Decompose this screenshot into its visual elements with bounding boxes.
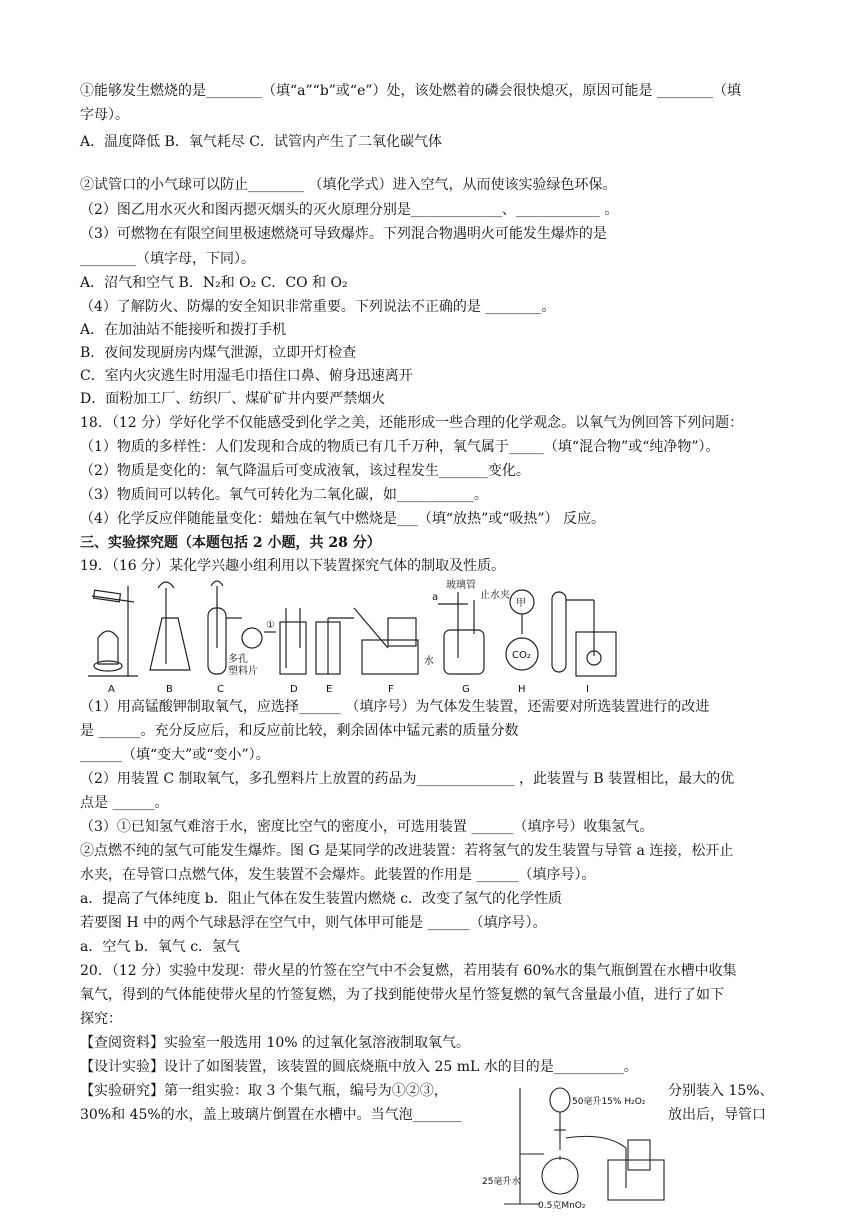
- label-water: 水: [424, 656, 434, 667]
- label-clamp: 止水夹: [480, 590, 510, 601]
- text-line: （2）图乙用水灭火和图丙摁灭烟头的灭火原理分别是_____________、____________ 。: [80, 202, 619, 218]
- text-line: 【设计实验】设计了如图装置，该装置的圆底烧瓶中放入 25 mL 水的目的是__________。: [80, 1059, 638, 1075]
- text-line: （4）化学反应伴随能量变化：蜡烛在氧气中燃烧是___（填“放热”或“吸热”） 反应。: [80, 511, 605, 527]
- text-line: 【查阅资料】实验室一般选用 10% 的过氧化氢溶液制取氧气。: [80, 1035, 471, 1051]
- text-line: （1）用高锰酸钾制取氧气，应选择______ （填序号）为气体发生装置，还需要对所选装置进行的改进: [80, 699, 710, 715]
- text-line: ________（填字母，下同）。: [80, 251, 255, 267]
- text-line: ______（填“变大”或“变小”）。: [80, 747, 270, 763]
- text-line: （4）了解防火、防爆的安全知识非常重要。下列说法不正确的是 ________。: [80, 299, 556, 315]
- text-line: （2）用装置 C 制取氧气，多孔塑料片上放置的药品为______________ ，此装置与 B 装置相比，最大的优: [80, 771, 735, 787]
- label-g: G: [462, 684, 470, 695]
- text-line: 30%和 45%的水，盖上玻璃片倒置在水槽中。当气泡_______: [80, 1107, 462, 1123]
- text-line-right: 分别装入 15%、: [668, 1083, 774, 1099]
- text-line: ①能够发生燃烧的是________（填“a”“b”或“e”）处，该处燃着的磷会很快熄灭，原因可能是 ________（填: [80, 83, 741, 99]
- label-plastic: 塑料片: [228, 666, 258, 677]
- text-line: 水夹，在导管口点燃气体，发生装置不会爆炸。此装置的作用是 ______（填序号）。: [80, 867, 596, 883]
- label-i: I: [586, 684, 589, 695]
- text-line: ②点燃不纯的氢气可能发生爆炸。图 G 是某同学的改进装置：若将氢气的发生装置与导管 a 连接，松开止: [80, 843, 734, 859]
- label-a: A: [108, 684, 115, 695]
- text-line: a．提高了气体纯度 b．阻止气体在发生装置内燃烧 c．改变了氢气的化学性质: [80, 891, 563, 907]
- text-line: 字母）。: [80, 107, 129, 123]
- text-line: 是 ______。充分反应后，和反应前比较，剩余固体中锰元素的质量分数: [80, 723, 519, 739]
- label-tube-a: a: [432, 592, 439, 603]
- section-heading: 三、实验探究题（本题包括 2 小题，共 28 分）: [80, 535, 381, 551]
- label-b: B: [166, 684, 173, 695]
- text-line: 若要图 H 中的两个气球悬浮在空气中，则气体甲可能是 ______（填序号）。: [80, 915, 547, 931]
- label-jia: 甲: [516, 598, 526, 609]
- apparatus-figure: [78, 578, 638, 696]
- text-line: 氧气，得到的气体能使带火星的竹签复燃，为了找到能使带火星竹签复燃的氧气含量最小值，进行了如下: [80, 987, 724, 1003]
- label-porous: 多孔: [228, 654, 248, 665]
- label-d: D: [290, 684, 298, 695]
- label-mno2: 0.5克MnO₂: [538, 1201, 586, 1211]
- label-f: F: [388, 684, 394, 695]
- text-line: A．温度降低 B．氧气耗尽 C．试管内产生了二氧化碳气体: [80, 134, 443, 150]
- label-circle-1: ①: [266, 620, 275, 631]
- question-19-heading: 19．（16 分）某化学兴趣小组利用以下装置探究气体的制取及性质。: [80, 558, 506, 574]
- text-line: 探究：: [80, 1011, 122, 1027]
- label-c: C: [217, 684, 224, 695]
- label-h: H: [518, 684, 526, 695]
- text-line: （3）物质间可以转化。氧气可转化为二氧化碳，如___________。: [80, 487, 488, 503]
- text-line: ②试管口的小气球可以防止________ （填化学式）进入空气，从而使该实验绿色环保。: [80, 177, 617, 193]
- text-line: 【实验研究】第一组实验：取 3 个集气瓶，编号为①②③，: [80, 1083, 448, 1099]
- label-glass-tube: 玻璃管: [446, 580, 476, 591]
- label-co2: CO₂: [512, 650, 531, 661]
- text-line: （3）可燃物在有限空间里极速燃烧可导致爆炸。下列混合物遇明火可能发生爆炸的是: [80, 226, 607, 242]
- text-line-right: 放出后，导管口: [668, 1107, 766, 1123]
- text-line: D．面粉加工厂、纺织厂、煤矿矿井内要严禁烟火: [80, 391, 386, 407]
- text-line: （1）物质的多样性：人们发现和合成的物质已有几千万种，氧气属于_____（填“混合物”或“纯净物”）。: [80, 439, 720, 455]
- text-line: A．在加油站不能接听和拨打手机: [80, 322, 287, 338]
- label-e: E: [326, 684, 333, 695]
- oxygen-apparatus-figure: [480, 1080, 670, 1212]
- question-20-heading: 20．（12 分）实验中发现：带火星的竹签在空气中不会复燃，若用装有 60%水的集气瓶倒置在水槽中收集: [80, 963, 737, 979]
- question-18-heading: 18．（12 分）学好化学不仅能感受到化学之美，还能形成一些合理的化学观念。以氧气为例回答下列问题：: [80, 415, 744, 431]
- text-line: （2）物质是变化的：氧气降温后可变成液氧，该过程发生_______变化。: [80, 463, 530, 479]
- label-h2o2: 50毫升15% H₂O₂: [572, 1097, 646, 1107]
- text-line: A．沼气和空气 B．N₂和 O₂ C．CO 和 O₂: [80, 275, 348, 291]
- text-line: （3）①已知氢气难溶于水，密度比空气的密度小，可选用装置 ______（填序号）收集氢气。: [80, 819, 654, 835]
- text-line: 点是 ______。: [80, 795, 169, 811]
- text-line: C．室内火灾逃生时用湿毛巾捂住口鼻、俯身迅速离开: [80, 368, 413, 384]
- label-water-25: 25毫升水: [482, 1177, 521, 1187]
- text-line: a．空气 b．氧气 c．氢气: [80, 939, 241, 955]
- text-line: B．夜间发现厨房内煤气泄源，立即开灯检查: [80, 345, 357, 361]
